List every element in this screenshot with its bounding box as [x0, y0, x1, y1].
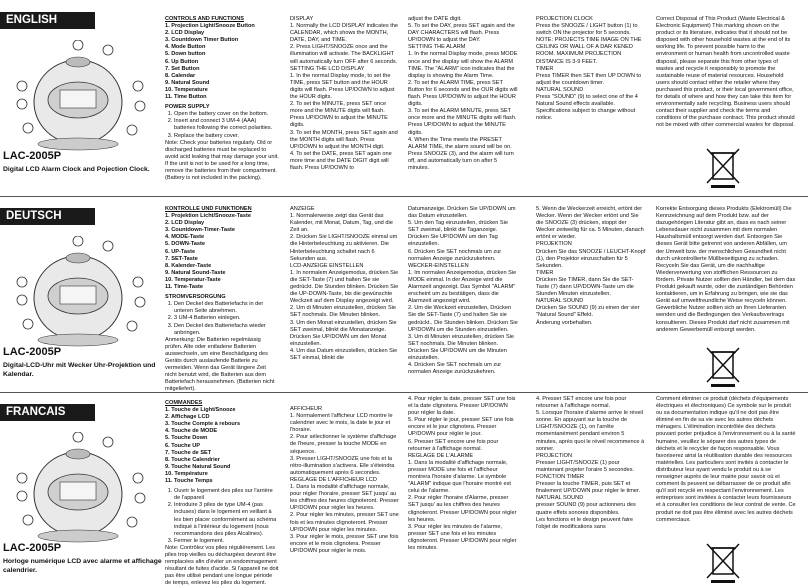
- list-item: 2. Introduire 3 piles de type UM-4 (pas incluses) dans le logement en veillant à les bien placer conformément au schéma indiqué à l'intérieur du logement (nous recommandons des piles Alcalines).: [174, 502, 279, 537]
- section-english: [0, 0, 808, 195]
- list-item: 2. 3 UM-4 Batterien einlegen.: [174, 315, 279, 322]
- column-4: 5. Wenn die Weckerzeit erreicht, ertönt der Wecker. Wenn der Wecker ertönt und Sie die SNOOZE (3) drücken, stoppt der Wecker zeitweilig für ca. 5 Minuten, danach ertönt er wieder. PROJEKTION Drücken Sie das SNOOZE / LEUCHT-Knopf (1), den Projektor einzuschalten für 5 Sekunden. TIMER Drücken Sie TIMER, dann Sie die SET-Taste (7) dann UP/DOWN-Taste um die Stunden Minuten einzustellen. NATURAL SOUND Drücken Sie SOUND (9) zu einen der vier "Natural Sound" Effekt. Änderung vorbehalten.: [536, 206, 646, 326]
- list-item: 11. Time-Taste: [165, 284, 204, 291]
- language-label: ENGLISH: [0, 12, 95, 29]
- list-item: 3. Touche Compte à rebours: [165, 421, 241, 428]
- list-item: 5. Touche Down: [165, 435, 208, 442]
- list-item: 5. Down button: [165, 51, 206, 58]
- list-item: 8. Touche Calendrier: [165, 456, 220, 463]
- list-item: 2. LCD Display: [165, 30, 205, 37]
- list-item: 7. Touche de SET: [165, 449, 212, 456]
- list-item: 9. Touche Natural Sound: [165, 463, 231, 470]
- power-steps: [165, 111, 279, 139]
- power-note: Anmerkung: Die Batterien regelmässig prüfen. Alte oder entladene Batterien auswechseln, um eine Beschädigung des Geräts durch auslaufende Batterie zu vermeiden. Wenn das Gerät längere Zeit nicht benutzt wird, die Batterien aus dem Batteriefach herausnehmen. (Batterien nicht mitgeliefert).: [165, 336, 275, 393]
- list-item: 1. Ouvrir le logement des piles sur l'arrière de l'appareil: [174, 488, 279, 502]
- list-item: 5. DOWN-Taste: [165, 241, 205, 248]
- list-item: 6. Up Button: [165, 58, 199, 65]
- column-2: ANZEIGE 1. Normalerweise zeigt das Gerät das Kalender, mit Monat, Datum, Tag, und die Zeit an. 2. Drücken Sie LIGHT/SNOOZE einmal um die Hinterbeleuchtung zu aktivieren. Die Hinterbeleuchtung schaltet nach 6 Sekunden aus. LCD-ANZEIGE EINSTELLEN 1. In normalem Anzeigemodus, drücken Sie die SET-Taste (7) und halten Sie sie gedrückt. Die Stunden blinken. Drücken Sie die UP-DOWN-Taste, bis die gewünschte Weckzeit auf dem Display angezeigt wird. 2. Um di Minuten einzustellen, drücken Sie SET nochmals. Die Minuten blinken. 3. Um den Monat einzustellen, drücken Sie SET zweimal, blinkt die Monatanzeige. Drücken Sie UP/DOWN um den Monat einzustellen. 4. Um das Datum einzustellen, drücken Sie SET einmal, blinkt die: [290, 206, 399, 361]
- weee-bin-icon: [705, 540, 741, 584]
- list-item: 9. Natural Sound-Taste: [165, 269, 226, 276]
- list-item: 3. Countdown-Timer-Taste: [165, 227, 236, 234]
- controls-title: COMMANDES: [165, 400, 203, 406]
- list-item: 10. Température: [165, 470, 208, 477]
- list-item: 2. LCD Display: [165, 220, 205, 227]
- power-note: Note: Check your batteries regularly. Old or discharged batteries must be replaced to avoid acid leaking that may damage your unit. If the unit is not to be used for a long time, remove the batteries from their compartment. (Battery is not included in the packing).: [165, 139, 279, 182]
- list-item: 8. Calendar: [165, 72, 196, 79]
- section-deutsch: [0, 196, 808, 392]
- product-description: Horloge numérique LCD avec alarme et affichage calendrier.: [3, 558, 162, 574]
- list-item: 10. Temperature: [165, 86, 208, 93]
- column-controls: [165, 16, 279, 182]
- list-item: 6. UP-Taste: [165, 248, 196, 255]
- power-title: STROMVERSORGUNG: [165, 294, 226, 301]
- controls-title: KONTROLLE UND FUNKTIONEN: [165, 206, 252, 212]
- list-item: 4. MODE-Taste: [165, 234, 205, 241]
- list-item: 11. Touche Temps: [165, 478, 213, 485]
- language-label: DEUTSCH: [0, 208, 95, 225]
- column-controls: [165, 206, 279, 393]
- section-divider: [0, 392, 808, 393]
- button-list: [165, 213, 279, 291]
- list-item: 2. Affichage LCD: [165, 414, 210, 421]
- list-item: 3. Countdown Timer Button: [165, 37, 239, 44]
- clock-device-illustration: [8, 236, 158, 354]
- product-description: Digital-LCD-Uhr mit Wecker Uhr-Projektion und Kalendar.: [3, 362, 156, 378]
- button-list: [165, 407, 279, 485]
- button-list: [165, 23, 279, 101]
- model-number: LAC-2005P: [3, 346, 62, 358]
- list-item: 1. Touche de Light/Snooze: [165, 407, 236, 414]
- list-item: 4. Mode Button: [165, 44, 206, 51]
- weee-bin-icon: [705, 145, 741, 189]
- list-item: 9. Natural Sound: [165, 79, 210, 86]
- list-item: 11. Time Button: [165, 94, 207, 101]
- list-item: 1. Open the battery cover on the bottom.: [174, 111, 279, 118]
- model-number: LAC-2005P: [3, 542, 62, 554]
- column-5: Comment éliminer ce produit (déchets d'équipements électriques et électroniques) Ce symbole sur le produit ou sa documentation indique qu'il ne doit pas être éliminé en fin de sa vie avec les autres déchets ménagers. L'élimination incontrôlée des déchets pouvant porter préjudice à l'environnement ou à la santé humaine, veuillez le séparer des autres types de déchets et le recycler de façon responsable. Vous favoriserez ainsi la réutilisation durable des ressources matérielles. Les particuliers sont invités à contacter le distributeur leur ayant vendu le produit ou à se renseigner auprès de leur mairie pour savoir où et comment ils peuvent se débarrasser de ce produit afin qu'il soit recyclé en respectant l'environnement. Les entreprises sont invitées à contacter leurs fournisseurs et à consulter les conditions de leur contrat de vente. Ce produit ne doit pas être éliminé avec les autres déchets commerciaux.: [656, 396, 796, 523]
- column-4: PROJECTION CLOCK Press the SNOOZE / LIGHT button (1) to switch ON the projector for 5 seconds. NOTE: PROJECTS TIME IMAGE ON THE CEILING OR WALL OF A DAR KENED ROOM. MAXIMUM PROJECTION DISTANCE IS 3-9 FEET. TIMER Press TIMER then SET then UP DOWN to adjust the countdown timer. NATURAL SOUND Press "SOUND" (9) to select one of the 4 Natural Sound effects available. Specifications subject to change without notice.: [536, 16, 642, 122]
- power-title: POWER SUPPLY: [165, 104, 210, 111]
- column-3: 4. Pour régler la date, presser SET une fois et la date clignotera. Presser UP/DOWN pour régler la date. 5. Pour régler le jour, presser SET une fois encore et le jour clignotera. Presser UP/DOWN pour régler le jour. 6. Presser SET encore une fois pour retourner à l'affichage normal. REGLAGE DE L'ALARME 1. Dans la modalité d'affichage normale, presser MODE une fois et l'afficheur montrera l'horaire d'alarme. Le symbole "ALARM" indique que l'horaire montré est celui de l'alarme. 2. Pour régler l'horaire d'Alarme, presser SET jusqu' au les chiffres des heures clignoteront. Presser UP/DOWN pour régler les heures. 3. Pour régler les minutes de l'alarme, presser SET une fois et les minutes clignoteront. Presser UP/DOWN pour régler les minutes.: [408, 396, 517, 551]
- list-item: 1. Den Deckel des Batteriefachs in der unteren Seite abnehmen.: [174, 301, 279, 315]
- power-note: Note: Contrôlez vos piles régulièrement. Les piles trop vieilles ou déchargées devront être remplacées afin d'éviter un endommagement résultant de fuites d'acide. Si l'appareil ne doit pas être utilisé pendant une longue période de temps, enlevez les piles du logement.: [165, 544, 279, 587]
- list-item: 1. Projection Light/Snooze Button: [165, 23, 255, 30]
- list-item: 6. Touche UP: [165, 442, 201, 449]
- column-2: DISPLAY 1. Normally the LCD DISPLAY indicates the CALENDAR, which shows the MONTH, DATE, DAY, and TIME. 2. Press LIGHT/SNOOZE once and the illumination will activate. The BACKLIGHT will automatically turn OFF after 6 seconds. SETTING THE LCD DISPLAY 1. In the normal Display mode, to set the TIME, press SET button and the HOUR digits will flash. Press UP/DOWN to adjust the HOUR digits. 2. To set the MINUTE, press SET once more and the MINUTE digits will flash. Press UP/DOWN to adjust the MINUTE digits. 3. To set the MONTH, press SET again and the MONTH digits will flash. Press UP/DOWN to adjust the MONTH digit. 4. To set the DATE, press SET again one more time and the DATE DIGIT digit will flash. Press UP/DOWN to: [290, 16, 398, 171]
- column-controls: [165, 400, 279, 587]
- section-francais: [0, 392, 808, 588]
- list-item: 3. Den Deckel des Batteriefachs wieder anbringen.: [174, 323, 279, 337]
- column-5: Korrekte Entsorgung dieses Produkts (Elektromüll) Die Kennzeichnung auf dem Produkt bzw. auf der dazugehörigen Literatur gibt an, dass es nach seiner Lebensdauer nicht zusammen mit dem normalen Haushaltsmüll entsorgt werden darf. Entsorgen Sie dieses Gerät bitte getrennt von anderen Abfällen, um der Umwelt bzw. der menschlichen Gesundheit nicht durch unkontrollierte Müllbeseitigung zu schaden. Recyceln Sie das Gerät, um die nachhaltige Wiederverwertung von stofflichen Ressourcen zu fördern. Private Nutzer sollten den Händler, bei dem das Produkt gekauft wurde, oder die zuständigen Behörden kontaktieren, um in Erfahrung zu bringen, wie sie das Gerät auf umweltfreundliche Weise recyceln können. Gewerbliche Nutzer sollten sich an Ihren Lieferanten wenden und die Bedingungen des Verkaufsvertrags konsultieren. Dieses Produkt darf nicht zusammen mit anderem Gewerbemüll entsorgt werden.: [656, 206, 796, 333]
- column-4: 4. Presser SET encore une fois pour retourner à l'affichage normal. 5. Lorsque l'horaire d'alarme arrive le réveil sonne. En appuyant sur la touche de LIGHT/SNOOZE (1), on l'arrête momentanément pendant environ 5 minutes, après quoi le réveil recommence à sonner. PROJECTION Presser LIGHT/SNOOZE (1) pour maintenant projeter l'oraire 5 secondes. FONCTION TIMER Presser la touche TIMER, puis SET et finalement UP/DOWN pour régler le timer. NATURAL SOUND presser SOUND (9) pour actionneru des quatre effets sonores disponibles. Les fonctions et le design peuvent faire l'objet de modifications sans: [536, 396, 645, 530]
- section-divider: [0, 196, 808, 197]
- column-5: Correct Disposal of This Product (Waste Electrical & Electronic Equipment) This marking shown on the product or its literature, indicates that it should not be disposed with other household wastes at the end of its working life. To prevent possible harm to the environment or human health from uncontrolled waste disposal, please separate this from other types of wastes and recycle it responsibly to promote the sustainable reuse of material resources. Household users should contact either the retailer where they purchased this product, or their local government office, for details of where and how they can take this item for environmentally safe recycling. Business users should contact their supplier and check the terms and conditions of the purchase contract. This product should not be mixed with other commercial wastes for disposal.: [656, 16, 795, 129]
- column-3: Datumanzeige. Drücken Sie UP/DOWN um das Datum einzustellen. 5. Um den Tag einzustellen, drücken Sie SET zweimal, blinkt die Taganzeige. Drücken Sie UP/DOWN um den Tag einzustellen. 6. Drücken Sie SET nochmals um zur normalen Anzeige zurückzukehren. WECKER-EINSTELLEN 1. Im normalen Anzeigemodus, drücken Sie MODE einmal. In der Anzeige wird die Alarmzeit angezeigt. Das Symbol "ALARM" erscheint um zu bestätigen, dass die Alarmzeit angezeigt wird. 2. Um die Weckzeit einzustellen, Drücken Sie die SET-Taste (7) und halten Sie sie gedrückt.. Die Stunden blinken. Drücken Sie UP/DOWN um die Stunden einzustellen. 3. Um di Minuten einzustellen, drücken Sie SET nochmals. Die Minuten blinken. Drücken Sie UP/DOWN um die Minuten einzustellen. 4. Drücken Sie SET nochmals um zur normalen Anzeige zurückzukehren.: [408, 206, 518, 376]
- list-item: 2. Insert and connect 3 UM-4 (AAA) batteries following the correct polarities.: [174, 118, 279, 132]
- weee-bin-icon: [705, 344, 741, 388]
- list-item: 8. Kalender-Taste: [165, 262, 212, 269]
- power-steps: [165, 488, 279, 545]
- model-number: LAC-2005P: [3, 150, 62, 162]
- product-description: Digital LCD Alarm Clock and Pojection Clock.: [3, 166, 150, 173]
- column-3: adjust the DATE digit. 5. To set the DAY, press SET again and the DAY CHARACTERS will flash. Press UP/DOWN to adjust the DAY. SETTING THE ALARM 1. In the normal Display mode, press MODE once and the display will show the ALARM TIME. The "ALARM" icon indicates that the display is showing the Alarm Time. 2. To set the ALARM TIME, press SET Button for 6 seconds and the OUR digits will flash. Press UP/DOWN to adjust the HOUR digits. 3. To set the ALARM MINUTE, press SET once more and the MINUTE digits will flash. Press UP/DOWN to adjust the MINUTE digits. 4. When the Time meets the PRESET ALARM TIME, the alarm sound will be on. Press SNOOZE (3), and the alarm will turn off, and automatically turn on after 5 minutes.: [408, 16, 518, 171]
- power-steps: [165, 301, 279, 336]
- list-item: 4. Touche de MODE: [165, 428, 218, 435]
- column-2: AFFICHEUR 1. Normalement l'afficheur LCD montre le calendrier avec le mois, la date le jour et l'horaire. 2. Pour sélectionner le système d'affichage de l'heure, presser la touche MODE en séquence. 3. Presser LIGHT/SNOOZE une fois et la rétro-illumination s'activera. Elle s'éteindra automatiquement après 6 secondes. REGLAGE DE L'AFFICHEUR LCD 1. Dans la modalité d'affichage normale, pour régler l'horaire, presser SET jusqu' au les chiffres des heures clignoteront. Presser UP/DOWN pour régler les heures. 2. Pour régler les minutes, presser SET une fois et les minutes clignoteront. Presser UP/DOWN pour régler les minutes. 3. Pour régler le mois, presser SET une fois encore et le mois clignotera. Presser UP/DOWN pour régler le mois.: [290, 406, 399, 554]
- list-item: 7. Set Button: [165, 65, 200, 72]
- controls-title: CONTROLS AND FUNCTIONS: [165, 16, 245, 22]
- language-label: FRANCAIS: [0, 404, 95, 421]
- list-item: 7. SET-Taste: [165, 255, 198, 262]
- list-item: 1. Projektion Licht/Snooze-Taste: [165, 213, 251, 220]
- clock-device-illustration: [8, 40, 158, 158]
- list-item: 3. Replace the battery cover.: [174, 133, 279, 140]
- list-item: 3. Fermer le logement.: [174, 538, 279, 545]
- clock-device-illustration: [8, 432, 158, 550]
- list-item: 10. Temperatur-Taste: [165, 276, 221, 283]
